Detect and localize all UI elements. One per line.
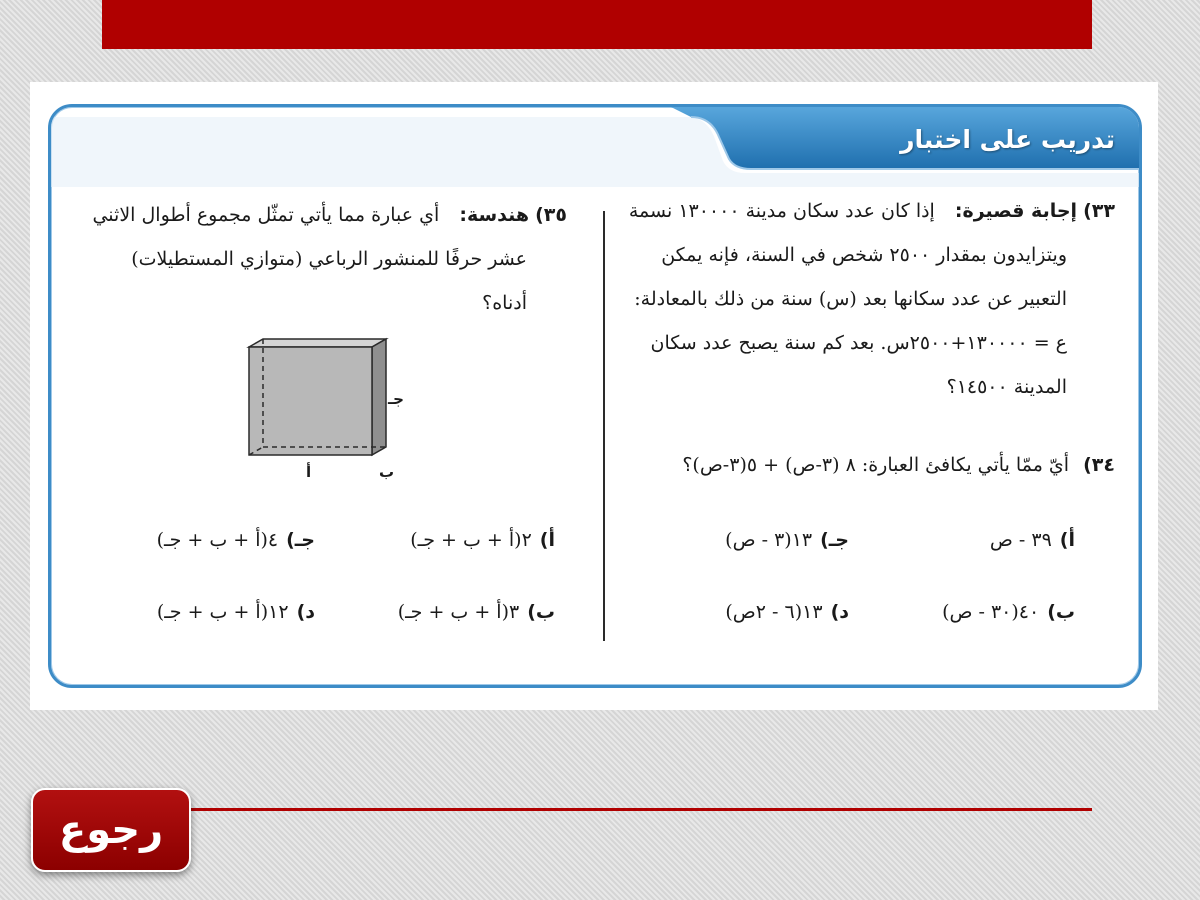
question-35-option-b: ب)٣(أ + ب + جـ) [397, 601, 555, 623]
question-34-text: أيّ ممّا يأتي يكافئ العبارة: ٨ (٣-ص) + ٥(٣-ص)؟ [682, 454, 1070, 476]
question-33-text-1: إذا كان عدد سكان مدينة ١٣٠٠٠٠ نسمة [628, 200, 935, 222]
question-35 [77, 193, 567, 325]
question-33 [615, 189, 1115, 409]
question-35-option-d: د)١٢(أ + ب + جـ) [156, 601, 315, 623]
banner-title: تدريب على اختبار [900, 125, 1115, 154]
question-35-option-a: أ)٢(أ + ب + جـ) [410, 529, 555, 551]
figure-label-a: أ [306, 463, 312, 481]
question-35-line-2: عشر حرفًا للمنشور الرباعي (متوازي المستطيلات) [131, 248, 527, 270]
question-35-label: هندسة: [459, 204, 530, 226]
question-34-option-c: جـ)١٣(٣ - ص) [725, 529, 849, 551]
question-34-option-a: أ)٣٩ - ص [989, 529, 1075, 551]
question-33-line-4: ع = ١٣٠٠٠٠+٢٥٠٠س. بعد كم سنة يصبح عدد سكان [650, 332, 1067, 354]
question-33-line-2: ويتزايدون بمقدار ٢٥٠٠ شخص في السنة، فإنه يمكن [661, 244, 1067, 266]
question-33-line-5: المدينة ١٤٥٠٠؟ [946, 376, 1067, 398]
question-35-option-c: جـ)٤(أ + ب + جـ) [156, 529, 315, 551]
question-34-option-b: ب)٤٠(٣٠ - ص) [942, 601, 1075, 623]
figure-label-b: ب [379, 463, 395, 481]
footer-red-line [188, 808, 1092, 811]
question-33-line-3: التعبير عن عدد سكانها بعد (س) سنة من ذلك بالمعادلة: [634, 288, 1067, 310]
question-33-line-1 [615, 189, 1115, 233]
question-34-number: ٣٤) [1083, 454, 1115, 476]
question-34 [615, 443, 1115, 487]
figure-label-c: جـ [388, 390, 404, 408]
question-33-label: إجابة قصيرة: [954, 200, 1078, 222]
question-34-option-d: د)١٣(٦ - ٢ص) [725, 601, 849, 623]
question-35-line-3: أدناه؟ [482, 292, 527, 314]
top-red-bar [102, 0, 1092, 49]
rectangular-prism-figure [241, 337, 391, 467]
question-35-text-1: أي عبارة مما يأتي تمثّل مجموع أطوال الاثني [92, 204, 440, 226]
question-35-line-1 [77, 193, 567, 237]
test-practice-card [48, 104, 1142, 688]
column-divider [603, 211, 605, 641]
question-35-number: ٣٥) [535, 204, 567, 226]
question-33-number: ٣٣) [1083, 200, 1115, 222]
back-button[interactable]: رجوع [31, 788, 191, 872]
